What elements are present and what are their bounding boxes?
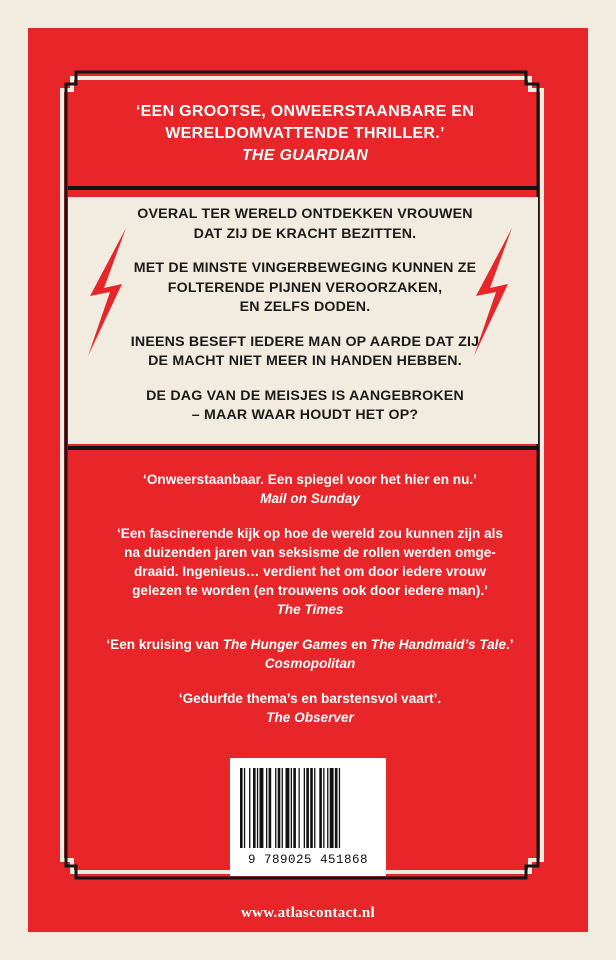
quote-line: ‘EEN GROOTSE, ONWEERSTAANBARE EN [135, 103, 475, 120]
synopsis-paragraph: MET DE MINSTE VINGERBEWEGING KUNNEN ZE FOLTERENDE PIJNEN VEROORZAKEN, EN ZELFS DODEN. [133, 260, 477, 315]
synopsis-paragraph: OVERAL TER WERELD ONTDEKKEN VROUWEN DAT ZIJ DE KRACHT BEZITTEN. [137, 206, 473, 242]
review-source: Mail on Sunday [260, 491, 360, 506]
top-review-quote [80, 101, 530, 167]
review-source: Cosmopolitan [264, 656, 356, 671]
quote-source: THE GUARDIAN [241, 147, 369, 164]
review-item: ‘Een fascinerende kijk op hoe de wereld zou kunnen zijn als na duizenden jaren van seksisme de rollen werden omge- draaid. Ingenieus… verdient het om door iedere vrouw gelezen te worden (en trouwens ook door iedere man).’ The Times [100, 524, 520, 619]
isbn-barcode [230, 758, 386, 876]
review-source: The Times [276, 602, 344, 617]
review-item: ‘Gedurfde thema’s en barstensvol vaart’. The Observer [100, 689, 520, 727]
isbn-number: 9 789025 451868 [247, 853, 369, 867]
review-list [100, 470, 520, 743]
publisher-url: www.atlascontact.nl [240, 905, 376, 921]
review-item: ‘Een kruising van The Hunger Games en The Handmaid’s Tale.’ Cosmopolitan [100, 635, 520, 673]
quote-line: WERELDOMVATTENDE THRILLER.’ [165, 125, 445, 142]
barcode-bars [230, 758, 386, 853]
review-source: The Observer [266, 710, 354, 725]
synopsis-paragraph: DE DAG VAN DE MEISJES IS AANGEBROKEN – MAAR WAAR HOUDT HET OP? [146, 387, 464, 423]
synopsis-paragraph: INEENS BESEFT IEDERE MAN OP AARDE DAT ZIJ DE MACHT NIET MEER IN HANDEN HEBBEN. [130, 333, 480, 369]
synopsis [80, 205, 530, 441]
review-item: ‘Onweerstaanbaar. Een spiegel voor het hier en nu.’ Mail on Sunday [100, 470, 520, 508]
